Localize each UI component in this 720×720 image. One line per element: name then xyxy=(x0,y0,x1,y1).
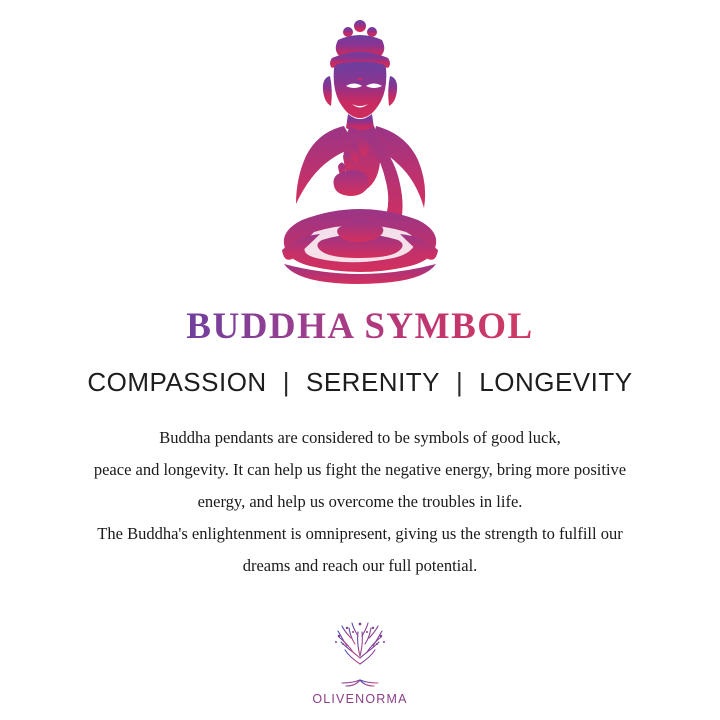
description-line-1: Buddha pendants are considered to be symbols of good luck, xyxy=(159,428,561,447)
description-line-5: dreams and reach our full potential. xyxy=(242,556,478,575)
page-title: BUDDHA SYMBOL xyxy=(186,306,534,347)
description-line-2: peace and longevity. It can help us fight the negative energy, bring more positive xyxy=(93,460,627,479)
subtitle-separator-2: | xyxy=(456,366,464,397)
subtitle-row xyxy=(71,367,648,398)
description-line-3: energy, and help us overcome the troubles in life. xyxy=(197,492,523,511)
description-block xyxy=(30,422,690,582)
brand-logo xyxy=(0,618,720,706)
subtitle-word-serenity: SERENITY xyxy=(305,367,441,397)
subtitle-word-longevity: LONGEVITY xyxy=(479,367,633,397)
subtitle-separator-1: | xyxy=(282,366,290,397)
tree-of-life-icon xyxy=(317,618,403,688)
brand-name: OLIVENORMA xyxy=(312,692,408,706)
buddha-illustration xyxy=(210,14,510,286)
description-line-4: The Buddha's enlightenment is omnipresent, giving us the strength to fulfill our xyxy=(97,524,623,543)
subtitle-word-compassion: COMPASSION xyxy=(87,367,267,397)
